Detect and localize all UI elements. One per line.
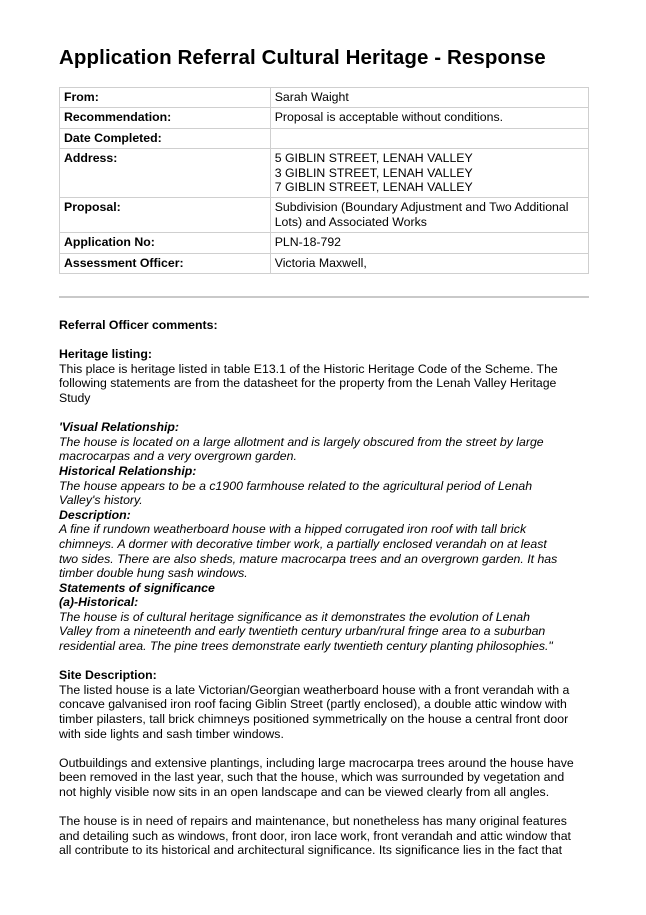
table-row xyxy=(60,198,589,233)
date-completed-value xyxy=(270,128,588,148)
table-row xyxy=(60,128,589,148)
from-label: From: xyxy=(60,88,271,108)
description-heading: Description: xyxy=(59,507,131,522)
visual-relationship-line: macrocarpas and a very overgrown garden. xyxy=(59,449,297,464)
address-label: Address: xyxy=(60,149,271,198)
significance-subheading: (a)-Historical: xyxy=(59,595,139,610)
recommendation-label: Recommendation: xyxy=(60,108,271,128)
comments-heading: Referral Officer comments: xyxy=(59,318,218,332)
from-value: Sarah Waight xyxy=(270,88,588,108)
table-row xyxy=(60,149,589,198)
heritage-listing-line: Study xyxy=(59,390,91,405)
assessment-officer-label: Assessment Officer: xyxy=(60,253,271,273)
application-no-value: PLN-18-792 xyxy=(270,233,588,253)
proposal-label: Proposal: xyxy=(60,198,271,233)
section-divider xyxy=(59,296,589,298)
application-no-label: Application No: xyxy=(60,233,271,253)
significance-line: Valley from a nineteenth and early twentieth century urban/rural fringe area to a suburban xyxy=(59,624,546,639)
significance-heading: Statements of significance xyxy=(59,580,215,595)
description-line: timber double hung sash windows. xyxy=(59,566,248,581)
significance-line: The house is of cultural heritage significance as it demonstrates the evolution of Lenah xyxy=(59,609,530,624)
historical-relationship-line: Valley's history. xyxy=(59,493,143,508)
historical-relationship-heading: Historical Relationship: xyxy=(59,463,197,478)
visual-relationship-heading: 'Visual Relationship: xyxy=(59,420,179,435)
address-value: 5 GIBLIN STREET, LENAH VALLEY 3 GIBLIN STREET, LENAH VALLEY 7 GIBLIN STREET, LENAH VALLEY xyxy=(270,149,588,198)
site-description-line: not highly visible now sits in an open landscape and can be viewed clearly from all angles. xyxy=(59,785,550,799)
visual-relationship-line: The house is located on a large allotment and is largely obscured from the street by large xyxy=(59,434,544,449)
site-description-line: concave galvanised iron roof facing Giblin Street (partly enclosed), a double attic window with xyxy=(59,697,567,712)
page-title: Application Referral Cultural Heritage - Response xyxy=(59,46,546,69)
recommendation-value: Proposal is acceptable without conditions. xyxy=(270,108,588,128)
table-row xyxy=(60,253,589,273)
site-description-line: with side lights and sash timber windows. xyxy=(59,726,284,741)
assessment-officer-value: Victoria Maxwell, xyxy=(270,253,588,273)
significance-line: residential area. The pine trees demonstrate early twentieth century planting philosophies." xyxy=(59,639,553,654)
site-description-line: been removed in the last year, such that the house, which was surrounded by vegetation and xyxy=(59,770,565,785)
site-description-line: Outbuildings and extensive plantings, including large macrocarpa trees around the house have xyxy=(59,755,574,770)
site-description-line: The listed house is a late Victorian/Georgian weatherboard house with a front verandah with a xyxy=(59,682,570,697)
historical-relationship-line: The house appears to be a c1900 farmhouse related to the agricultural period of Lenah xyxy=(59,478,533,493)
site-description-heading: Site Description: xyxy=(59,668,157,683)
site-description-line: all contribute to its historical and architectural significance. Its significance lies in the fact that xyxy=(59,843,563,858)
heritage-listing-heading: Heritage listing: xyxy=(59,347,152,362)
proposal-value: Subdivision (Boundary Adjustment and Two Additional Lots) and Associated Works xyxy=(270,198,588,233)
table-row xyxy=(60,108,589,128)
site-description-line: and detailing such as windows, front door, iron lace work, front verandah and attic window that xyxy=(59,828,571,843)
application-details-table xyxy=(59,87,589,274)
heritage-listing-line: This place is heritage listed in table E13.1 of the Historic Heritage Code of the Scheme. The xyxy=(59,361,558,376)
heritage-listing-line: following statements are from the datasheet for the property from the Lenah Valley Heritage xyxy=(59,376,557,391)
table-row xyxy=(60,88,589,108)
date-completed-label: Date Completed: xyxy=(60,128,271,148)
table-row xyxy=(60,233,589,253)
description-line: chimneys. A dormer with decorative timber work, a partially enclosed verandah on at least xyxy=(59,536,547,551)
referral-comments xyxy=(59,318,589,858)
site-description-line: timber pilasters, tall brick chimneys positioned symmetrically on the house a central front door xyxy=(59,712,569,727)
description-line: A fine if rundown weatherboard house with a hipped corrugated iron roof with tall brick xyxy=(59,522,527,537)
description-line: two sides. There are also sheds, mature macrocarpa trees and an overgrown garden. It has xyxy=(59,551,558,566)
site-description-line: The house is in need of repairs and maintenance, but nonetheless has many original features xyxy=(59,814,567,829)
